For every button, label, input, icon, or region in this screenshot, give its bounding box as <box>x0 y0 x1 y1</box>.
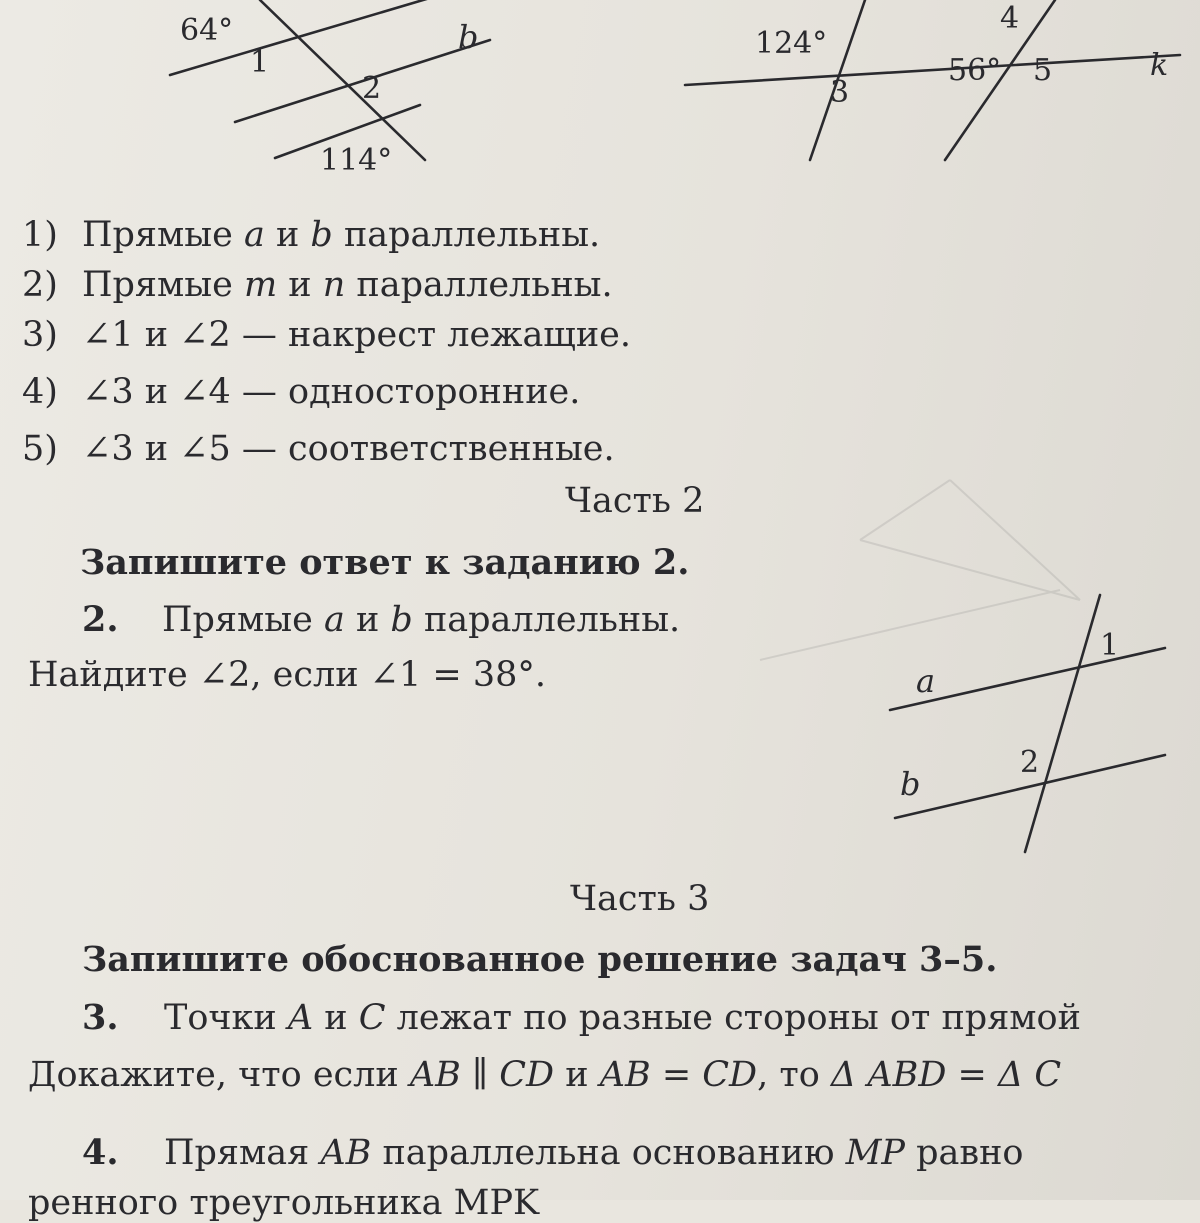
option-text: параллельны. <box>345 265 613 305</box>
task-text: Докажите, что если <box>28 1055 410 1095</box>
task-text: и <box>554 1055 600 1095</box>
task4-line2-partial: ренного треугольника MPK <box>28 1183 540 1223</box>
option-1 <box>22 215 601 255</box>
task-text: лежат по разные стороны от прямой <box>385 998 1081 1038</box>
task-text: , то <box>757 1055 831 1095</box>
figure-task2 <box>880 590 1180 860</box>
task-number: 4. <box>82 1132 119 1173</box>
parallel-symbol: ∥ <box>460 1055 500 1095</box>
line-name-m: m <box>243 265 278 305</box>
segment-ab: AB <box>320 1133 372 1173</box>
point-name-c: C <box>358 998 386 1038</box>
option-number: 4) <box>22 372 58 412</box>
line-label-k: k <box>1150 48 1169 83</box>
figure-line <box>1025 595 1100 852</box>
angle-label-2: 2 <box>1020 745 1040 780</box>
line-name-b: b <box>390 600 413 640</box>
segment-cd: CD <box>499 1055 555 1095</box>
task-text: Точки <box>164 998 288 1038</box>
line-label-b: b <box>900 765 921 803</box>
option-number: 1) <box>22 215 58 255</box>
line-name-a: a <box>323 600 345 640</box>
option-text: ∠1 и ∠2 — накрест лежащие. <box>82 315 632 355</box>
option-text: ∠3 и ∠4 — односторонние. <box>82 372 581 412</box>
angle-label-4: 4 <box>1000 1 1020 36</box>
option-5 <box>22 429 615 469</box>
option-number: 3) <box>22 315 58 355</box>
option-number: 2) <box>22 265 58 305</box>
angle-label-56: 56° <box>948 53 1002 88</box>
task4-line1 <box>82 1132 1024 1173</box>
line-name-n: n <box>322 265 346 305</box>
option-text: и <box>264 215 311 255</box>
task-text: параллельны. <box>412 600 681 640</box>
part3-heading: Часть 3 <box>570 879 710 919</box>
line-label-b: b <box>458 18 479 56</box>
task3-line2 <box>28 1055 1062 1095</box>
equals-symbol: = <box>946 1055 998 1095</box>
triangle-c: Δ C <box>997 1055 1062 1095</box>
option-text: параллельны. <box>332 215 601 255</box>
angle-label-3: 3 <box>830 75 850 110</box>
angle-label-5: 5 <box>1033 53 1053 88</box>
option-text: и <box>277 265 323 305</box>
task-number: 2. <box>82 599 119 640</box>
part3-instruction: Запишите обоснованное решение задач 3–5. <box>82 939 998 980</box>
part2-heading: Часть 2 <box>565 481 705 521</box>
option-3 <box>22 315 632 355</box>
task-text: равно <box>904 1133 1024 1173</box>
figure-top-left <box>140 0 479 185</box>
segment-cd: CD <box>702 1055 758 1095</box>
task-text: и <box>313 998 359 1038</box>
task-text: параллельна основанию <box>371 1133 846 1173</box>
line-label-a: a <box>916 662 936 700</box>
segment-mp: MP <box>845 1133 905 1173</box>
line-name-b: b <box>310 215 333 255</box>
task2-line2: Найдите ∠2, если ∠1 = 38°. <box>28 655 546 695</box>
point-name-a: A <box>287 998 314 1038</box>
equals-symbol: = <box>650 1055 703 1095</box>
task-text: и <box>344 600 391 640</box>
option-text: Прямые <box>82 265 244 305</box>
option-4 <box>22 372 581 412</box>
angle-label-114: 114° <box>320 143 393 178</box>
figure-top-right <box>680 0 1200 165</box>
option-text: Прямые <box>82 215 244 255</box>
angle-label-2: 2 <box>362 71 382 106</box>
angle-label-1: 1 <box>1100 628 1120 663</box>
angle-label-64: 64° <box>180 13 234 48</box>
task2-line1 <box>82 599 681 640</box>
angle-label-1: 1 <box>250 45 270 80</box>
triangle-abd: Δ ABD <box>830 1055 947 1095</box>
task-text: Прямые <box>162 600 324 640</box>
line-name-a: a <box>243 215 265 255</box>
part2-instruction: Запишите ответ к заданию 2. <box>80 542 690 583</box>
segment-ab: AB <box>409 1055 461 1095</box>
task-text: Прямая <box>164 1133 321 1173</box>
option-text: ∠3 и ∠5 — соответственные. <box>82 429 615 469</box>
angle-label-124: 124° <box>755 26 828 61</box>
task-number: 3. <box>82 997 119 1038</box>
option-number: 5) <box>22 429 58 469</box>
task3-line1 <box>82 997 1081 1038</box>
segment-ab: AB <box>599 1055 651 1095</box>
option-2 <box>22 265 613 305</box>
